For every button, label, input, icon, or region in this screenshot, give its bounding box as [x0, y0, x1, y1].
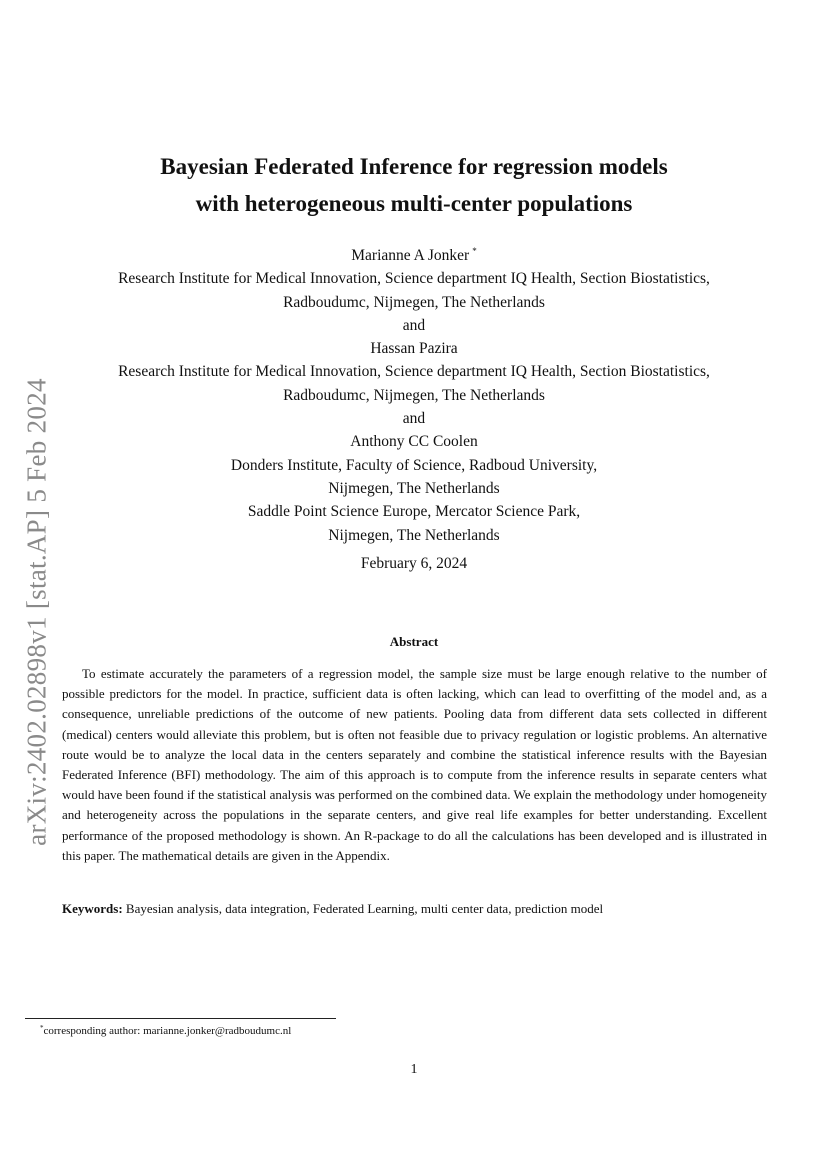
author-1 — [0, 240, 828, 267]
keywords — [62, 900, 767, 918]
abstract-heading: Abstract — [389, 634, 439, 649]
arxiv-identifier-stamp: arXiv:2402.02898v1 [stat.AP] 5 Feb 2024 — [21, 378, 52, 846]
author-3-name: Anthony CC Coolen — [350, 433, 478, 451]
author-separator-1: and — [402, 316, 426, 334]
title-line-2: with heterogeneous multi-center populations — [195, 191, 633, 216]
author-separator-2: and — [402, 410, 426, 428]
keywords-text: Bayesian analysis, data integration, Federated Learning, multi center data, prediction model — [125, 901, 604, 916]
affiliation-1-line-2: Radboudumc, Nijmegen, The Netherlands — [283, 293, 545, 311]
keywords-label: Keywords: — [62, 901, 123, 916]
footnote-mark: * — [40, 1024, 44, 1032]
author-1-footnote-mark: * — [472, 246, 477, 256]
affiliation-3-line-3: Saddle Point Science Europe, Mercator Science Park, — [247, 503, 581, 521]
footnote-divider — [25, 1018, 336, 1019]
affiliation-3-line-2: Nijmegen, The Netherlands — [328, 479, 500, 497]
author-block — [0, 240, 828, 547]
paper-title — [0, 148, 828, 222]
author-1-name: Marianne A Jonker — [351, 247, 470, 264]
footnote-text: corresponding author: marianne.jonker@radboudumc.nl — [43, 1025, 292, 1037]
footnote — [40, 1021, 291, 1038]
affiliation-3-line-1: Donders Institute, Faculty of Science, Radboud University, — [230, 456, 598, 474]
page-number: 1 — [410, 1062, 418, 1077]
affiliation-2-line-1: Research Institute for Medical Innovation, Science department IQ Health, Section Biostatistics, — [118, 363, 710, 381]
affiliation-3-line-4: Nijmegen, The Netherlands — [328, 526, 500, 544]
affiliation-1-line-1: Research Institute for Medical Innovation, Science department IQ Health, Section Biostatistics, — [118, 270, 710, 288]
author-2-name: Hassan Pazira — [370, 340, 458, 358]
abstract-body: To estimate accurately the parameters of a regression model, the sample size must be large enough relative to the number of possible predictors for the model. In practice, sufficient data is often lacking, which can lead to overfitting of the model and, as a consequence, unreliable predictions of the outcome of new patients. Pooling data from different data sets collected in different (medical) centers would alleviate this problem, but is often not feasible due to privacy regulation or logistic problems. An alternative route would be to analyze the local data in the centers separately and combine the statistical inference results with the Bayesian Federated Inference (BFI) methodology. The aim of this approach is to compute from the inference results in separate centers what would have been found if the statistical analysis was performed on the combined data. We explain the methodology under homogeneity and heterogeneity across the populations in the separate centers, and give real life examples for better understanding. Excellent performance of the proposed methodology is shown. An R-package to do all the calculations has been developed and is illustrated in this paper. The mathematical details are given in the Appendix. — [62, 666, 767, 863]
publication-date: February 6, 2024 — [360, 555, 468, 572]
affiliation-2-line-2: Radboudumc, Nijmegen, The Netherlands — [283, 386, 545, 404]
title-line-1: Bayesian Federated Inference for regression models — [160, 154, 668, 179]
